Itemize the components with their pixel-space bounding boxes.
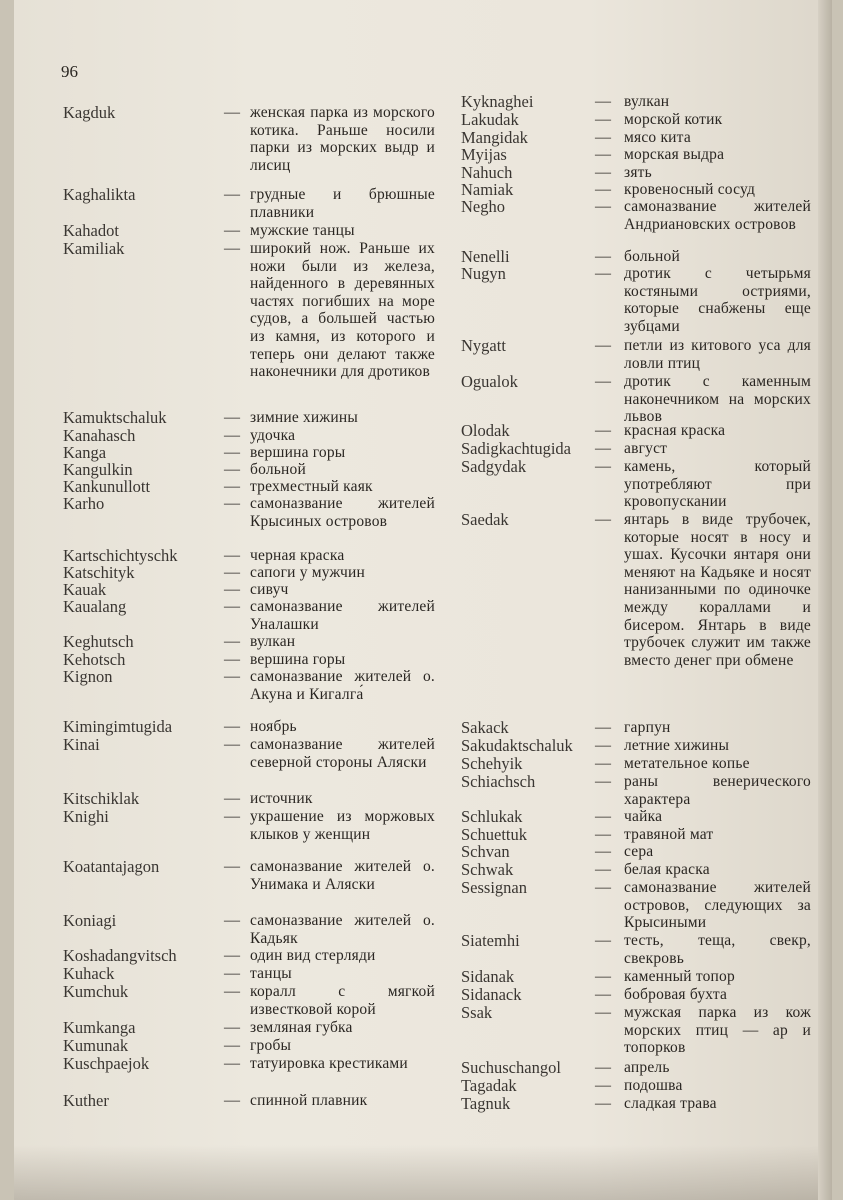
entry-dash: —	[224, 790, 240, 807]
entry-dash: —	[224, 240, 240, 257]
entry-term: Kitschiklak	[63, 789, 140, 808]
entry-definition: сапоги у мужчин	[250, 564, 366, 581]
entry-definition: самоназвание жителей северной стороны Аляски	[250, 736, 435, 771]
entry-dash: —	[224, 965, 240, 982]
entry-definition: источник	[250, 790, 313, 807]
entry-dash: —	[595, 1004, 611, 1021]
entry-definition: тесть, теща, свекр, свекровь	[624, 932, 811, 967]
entry-term: Schwak	[461, 860, 514, 879]
entry-dash: —	[595, 968, 611, 985]
entry-term: Koniagi	[63, 911, 117, 930]
entry-term: Saedak	[461, 510, 509, 529]
entry-definition: украшение из моржовых клыков у женщин	[250, 808, 435, 843]
entry-dash: —	[224, 1092, 240, 1109]
entry-definition: сивуч	[250, 581, 289, 598]
entry-definition: вершина горы	[250, 651, 346, 668]
entry-dash: —	[595, 129, 611, 146]
entry-dash: —	[595, 737, 611, 754]
entry-definition: самоназвание жителей о. Акуна и Кигалга́	[250, 668, 435, 703]
entry-dash: —	[224, 1019, 240, 1036]
entry-definition: мужская парка из кож морских птиц — ар и топорков	[624, 1004, 811, 1057]
page-bottom-shadow	[14, 1145, 832, 1200]
entry-term: Nahuch	[461, 163, 513, 182]
entry-definition: трехместный каяк	[250, 478, 373, 495]
entry-term: Sessignan	[461, 878, 527, 897]
entry-definition: земляная губка	[250, 1019, 353, 1036]
entry-dash: —	[595, 879, 611, 896]
entry-term: Kartschichtyschk	[63, 546, 178, 565]
entry-dash: —	[595, 146, 611, 163]
entry-definition: петли из китового уса для ловли птиц	[624, 337, 811, 372]
entry-dash: —	[595, 932, 611, 949]
entry-dash: —	[595, 181, 611, 198]
entry-term: Sakudaktschaluk	[461, 736, 573, 755]
entry-dash: —	[595, 1077, 611, 1094]
entry-term: Schlukak	[461, 807, 523, 826]
entry-term: Siatemhi	[461, 931, 520, 950]
entry-definition: апрель	[624, 1059, 670, 1076]
entry-definition: самоназвание жителей о. Кадьяк	[250, 912, 435, 947]
entry-dash: —	[224, 222, 240, 239]
page-edge	[818, 0, 832, 1200]
entry-term: Sadgydak	[461, 457, 527, 476]
entry-dash: —	[595, 773, 611, 790]
entry-dash: —	[224, 736, 240, 753]
entry-definition: грудные и брюшные плавники	[250, 186, 435, 221]
entry-term: Nugyn	[461, 264, 506, 283]
entry-definition: самоназвание жителей Крысиных островов	[250, 495, 435, 530]
entry-term: Kimingimtugida	[63, 717, 173, 736]
entry-term: Namiak	[461, 180, 514, 199]
entry-term: Kuther	[63, 1091, 109, 1110]
entry-definition: травяной мат	[624, 826, 714, 843]
entry-dash: —	[595, 337, 611, 354]
entry-term: Sidanak	[461, 967, 515, 986]
entry-term: Sakack	[461, 718, 509, 737]
entry-dash: —	[595, 1059, 611, 1076]
entry-term: Koatantajagon	[63, 857, 160, 876]
entry-definition: сладкая трава	[624, 1095, 717, 1112]
entry-dash: —	[595, 111, 611, 128]
entry-dash: —	[224, 947, 240, 964]
entry-dash: —	[595, 808, 611, 825]
entry-term: Kumkanga	[63, 1018, 136, 1037]
entry-dash: —	[224, 598, 240, 615]
entry-term: Nygatt	[461, 336, 506, 355]
entry-definition: зять	[624, 164, 652, 181]
entry-term: Kumchuk	[63, 982, 129, 1001]
entry-dash: —	[224, 461, 240, 478]
entry-term: Kignon	[63, 667, 113, 686]
entry-definition: вершина горы	[250, 444, 346, 461]
entry-definition: август	[624, 440, 668, 457]
entry-definition: бобровая бухта	[624, 986, 728, 1003]
entry-term: Kagduk	[63, 103, 116, 122]
entry-term: Kauak	[63, 580, 107, 599]
entry-dash: —	[595, 422, 611, 439]
entry-definition: зимние хижины	[250, 409, 358, 426]
entry-definition: подошва	[624, 1077, 683, 1094]
entry-term: Kuhack	[63, 964, 115, 983]
entry-definition: чайка	[624, 808, 663, 825]
entry-term: Tagadak	[461, 1076, 517, 1095]
entry-term: Mangidak	[461, 128, 528, 147]
entry-definition: больной	[250, 461, 306, 478]
entry-term: Suchuschangol	[461, 1058, 561, 1077]
entry-term: Kamiliak	[63, 239, 125, 258]
entry-dash: —	[224, 633, 240, 650]
entry-definition: ноябрь	[250, 718, 297, 735]
entry-dash: —	[224, 444, 240, 461]
entry-term: Kaghalikta	[63, 185, 136, 204]
entry-dash: —	[224, 1055, 240, 1072]
entry-term: Knighi	[63, 807, 109, 826]
entry-dash: —	[595, 440, 611, 457]
entry-dash: —	[595, 861, 611, 878]
entry-term: Kanahasch	[63, 426, 136, 445]
entry-term: Karho	[63, 494, 105, 513]
entry-dash: —	[224, 495, 240, 512]
entry-definition: летние хижины	[624, 737, 730, 754]
entry-dash: —	[595, 198, 611, 215]
entry-term: Ogualok	[461, 372, 518, 391]
entry-dash: —	[224, 858, 240, 875]
entry-term: Kanga	[63, 443, 107, 462]
entry-definition: кровеносный сосуд	[624, 181, 756, 198]
entry-definition: вулкан	[250, 633, 296, 650]
entry-dash: —	[595, 826, 611, 843]
entry-definition: татуировка крестиками	[250, 1055, 408, 1072]
entry-dash: —	[595, 93, 611, 110]
entry-dash: —	[224, 564, 240, 581]
entry-definition: каменный топор	[624, 968, 735, 985]
entry-dash: —	[224, 478, 240, 495]
entry-term: Nenelli	[461, 247, 510, 266]
entry-dash: —	[224, 547, 240, 564]
entry-dash: —	[595, 458, 611, 475]
entry-definition: белая краска	[624, 861, 710, 878]
entry-dash: —	[224, 427, 240, 444]
entry-dash: —	[224, 912, 240, 929]
entry-definition: морская выдра	[624, 146, 725, 163]
entry-definition: самоназвание жителей Уналашки	[250, 598, 435, 633]
entry-term: Kangulkin	[63, 460, 133, 479]
entry-term: Kumunak	[63, 1036, 129, 1055]
entry-dash: —	[595, 1095, 611, 1112]
entry-definition: больной	[624, 248, 680, 265]
entry-definition: черная краска	[250, 547, 345, 564]
entry-definition: мясо кита	[624, 129, 691, 146]
entry-definition: мужские танцы	[250, 222, 355, 239]
entry-dash: —	[224, 651, 240, 668]
entry-term: Schvan	[461, 842, 510, 861]
entry-definition: спинной плавник	[250, 1092, 368, 1109]
entry-definition: красная краска	[624, 422, 726, 439]
entry-definition: вулкан	[624, 93, 670, 110]
entry-term: Schuettuk	[461, 825, 527, 844]
entry-term: Kyknaghei	[461, 92, 534, 111]
entry-dash: —	[224, 186, 240, 203]
entry-definition: гарпун	[624, 719, 671, 736]
entry-dash: —	[595, 265, 611, 282]
entry-term: Sadigkachtugida	[461, 439, 571, 458]
entry-term: Myijas	[461, 145, 507, 164]
entry-definition: самоназвание жителей о. Унимака и Аляски	[250, 858, 435, 893]
entry-dash: —	[224, 808, 240, 825]
entry-term: Kamuktschaluk	[63, 408, 167, 427]
entry-term: Lakudak	[461, 110, 519, 129]
entry-term: Schiachsch	[461, 772, 536, 791]
entry-definition: удочка	[250, 427, 296, 444]
entry-definition: сера	[624, 843, 654, 860]
entry-definition: дротик с четырьмя костяными остриями, которые снабжены еще зубцами	[624, 265, 811, 335]
entry-term: Tagnuk	[461, 1094, 511, 1113]
entry-term: Kuschpaejok	[63, 1054, 150, 1073]
entry-definition: камень, который употребляют при кровопускании	[624, 458, 811, 511]
entry-dash: —	[595, 511, 611, 528]
entry-dash: —	[595, 719, 611, 736]
page-number: 96	[61, 62, 78, 81]
entry-term: Koshadangvitsch	[63, 946, 177, 965]
entry-definition: метательное копье	[624, 755, 750, 772]
entry-term: Olodak	[461, 421, 510, 440]
entry-definition: янтарь в виде трубочек, которые носят в носу и ушах. Кусочки янтаря они меняют на Кадьяке и носят нанизанными по одиночке между кораллами и бисером. Янтарь в виде трубочек служит им также вместо денег при обмене	[624, 511, 811, 669]
entry-definition: гробы	[250, 1037, 292, 1054]
entry-definition: самоназвание жителей островов, следующих за Крысиными	[624, 879, 811, 932]
entry-term: Ssak	[461, 1003, 493, 1022]
entry-term: Kehotsch	[63, 650, 126, 669]
entry-definition: дротик с каменным наконечником на морских львов	[624, 373, 811, 426]
entry-term: Schehyik	[461, 754, 523, 773]
entry-term: Keghutsch	[63, 632, 134, 651]
entry-term: Katschityk	[63, 563, 135, 582]
entry-definition: коралл с мягкой известковой корой	[250, 983, 435, 1018]
entry-dash: —	[224, 1037, 240, 1054]
entry-dash: —	[224, 668, 240, 685]
entry-definition: танцы	[250, 965, 292, 982]
entry-definition: широкий нож. Раньше их ножи были из железа, найденного в деревянных частях погибших на море судов, а большей частью из камня, из которого и теперь они делают также наконечники для дротиков	[250, 240, 435, 381]
entry-definition: один вид стерляди	[250, 947, 376, 964]
entry-term: Kinai	[63, 735, 100, 754]
entry-definition: морской котик	[624, 111, 723, 128]
entry-dash: —	[224, 104, 240, 121]
entry-term: Kankunullott	[63, 477, 151, 496]
entry-dash: —	[224, 409, 240, 426]
entry-definition: самоназвание жителей Андриановских островов	[624, 198, 811, 233]
entry-term: Kaualang	[63, 597, 127, 616]
entry-definition: женская парка из морского котика. Раньше носили парки из морских выдр и лисиц	[250, 104, 435, 174]
entry-term: Kahadot	[63, 221, 119, 240]
entry-dash: —	[224, 983, 240, 1000]
entry-dash: —	[224, 718, 240, 735]
entry-dash: —	[595, 373, 611, 390]
entry-term: Negho	[461, 197, 505, 216]
entry-dash: —	[595, 755, 611, 772]
entry-dash: —	[595, 164, 611, 181]
entry-dash: —	[595, 843, 611, 860]
entry-dash: —	[595, 986, 611, 1003]
entry-dash: —	[224, 581, 240, 598]
entry-dash: —	[595, 248, 611, 265]
entry-term: Sidanack	[461, 985, 522, 1004]
entry-definition: раны венерического характера	[624, 773, 811, 808]
